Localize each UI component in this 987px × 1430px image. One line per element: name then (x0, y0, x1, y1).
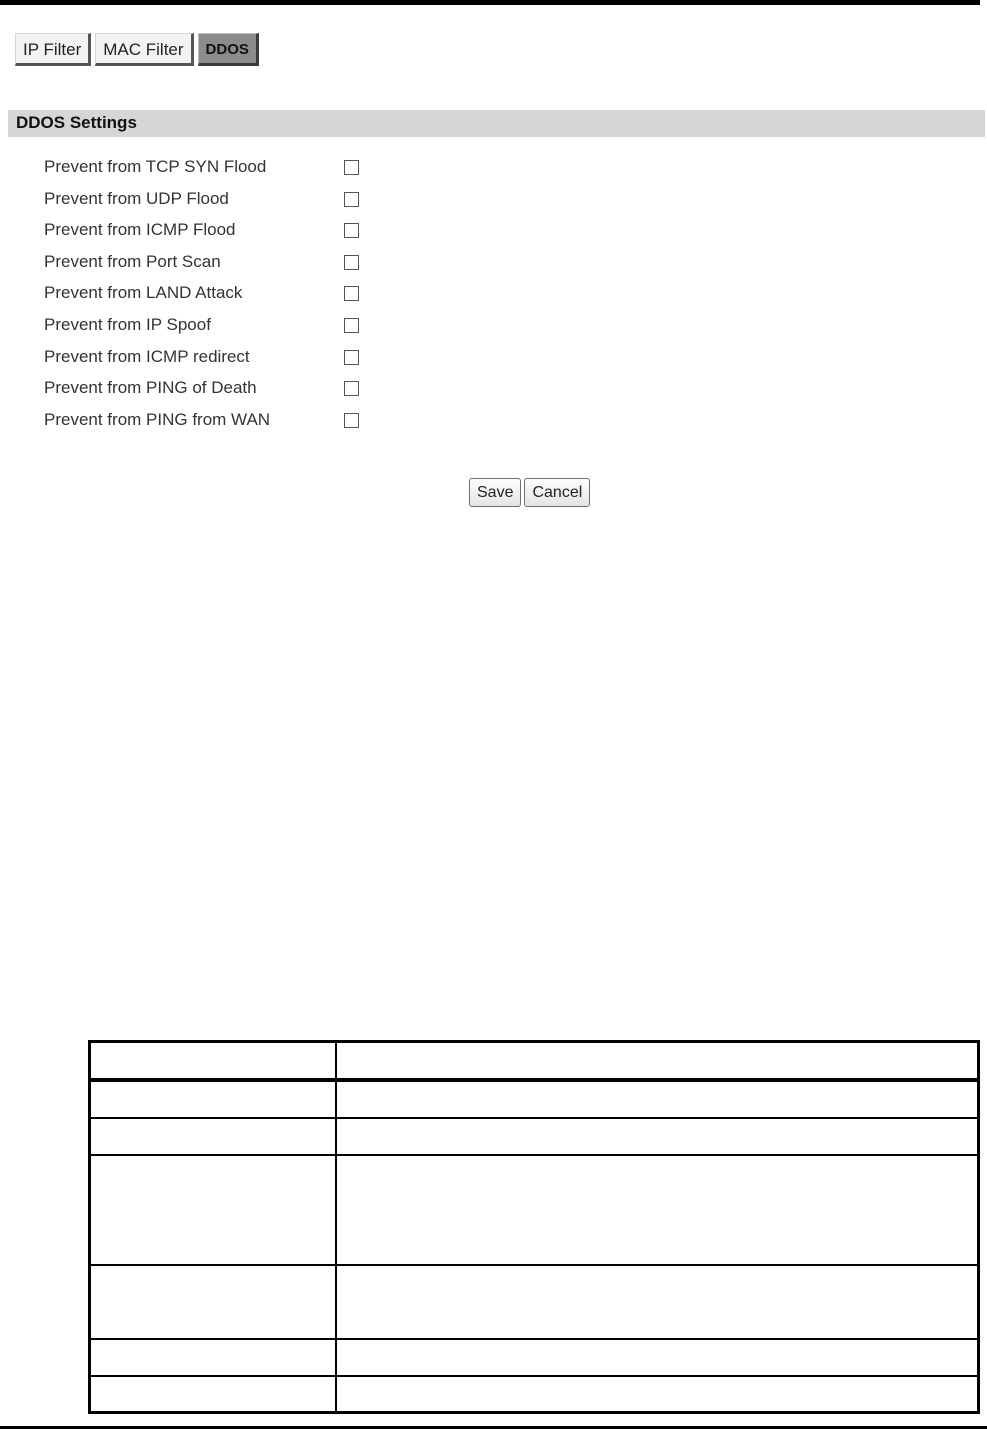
table-cell (336, 1155, 979, 1265)
table-cell (90, 1155, 337, 1265)
ping-of-death-checkbox[interactable] (344, 381, 359, 396)
table-cell (336, 1339, 979, 1376)
table-row (90, 1376, 979, 1413)
table-header-cell (336, 1042, 979, 1080)
setting-label: Prevent from Port Scan (44, 251, 221, 271)
table-cell (336, 1265, 979, 1339)
bottom-rule (0, 1426, 987, 1429)
table-cell (336, 1080, 979, 1118)
icmp-flood-checkbox[interactable] (344, 223, 359, 238)
cancel-button[interactable]: Cancel (524, 478, 590, 507)
table-cell (90, 1265, 337, 1339)
table-row (90, 1155, 979, 1265)
land-attack-checkbox[interactable] (344, 286, 359, 301)
description-table (88, 1040, 980, 1414)
table-row (90, 1080, 979, 1118)
section-title: DDOS Settings (8, 110, 985, 137)
setting-label: Prevent from PING of Death (44, 378, 257, 398)
tcp-syn-flood-checkbox[interactable] (344, 160, 359, 175)
setting-label: Prevent from ICMP redirect (44, 346, 250, 366)
tab-mac-filter[interactable]: MAC Filter (95, 33, 193, 66)
setting-label: Prevent from LAND Attack (44, 283, 243, 303)
setting-label: Prevent from ICMP Flood (44, 220, 236, 240)
filter-tabs (15, 33, 259, 66)
table-cell (90, 1376, 337, 1413)
port-scan-checkbox[interactable] (344, 255, 359, 270)
table-cell (336, 1376, 979, 1413)
icmp-redirect-checkbox[interactable] (344, 350, 359, 365)
table-cell (90, 1118, 337, 1155)
setting-label: Prevent from PING from WAN (44, 409, 271, 429)
table-header-row (90, 1042, 979, 1080)
table-cell (336, 1118, 979, 1155)
ping-from-wan-checkbox[interactable] (344, 413, 359, 428)
table-row (90, 1265, 979, 1339)
table-cell (90, 1339, 337, 1376)
tab-ddos[interactable]: DDOS (198, 33, 259, 66)
table-cell (90, 1080, 337, 1118)
table-header-cell (90, 1042, 337, 1080)
table-row (90, 1339, 979, 1376)
tab-ip-filter[interactable]: IP Filter (15, 33, 91, 66)
form-buttons (469, 478, 590, 507)
setting-label: Prevent from UDP Flood (44, 188, 229, 208)
save-button[interactable]: Save (469, 478, 521, 507)
udp-flood-checkbox[interactable] (344, 192, 359, 207)
ip-spoof-checkbox[interactable] (344, 318, 359, 333)
setting-label: Prevent from IP Spoof (44, 314, 211, 334)
table-row (90, 1118, 979, 1155)
top-rule (0, 0, 980, 5)
setting-label: Prevent from TCP SYN Flood (44, 157, 267, 176)
